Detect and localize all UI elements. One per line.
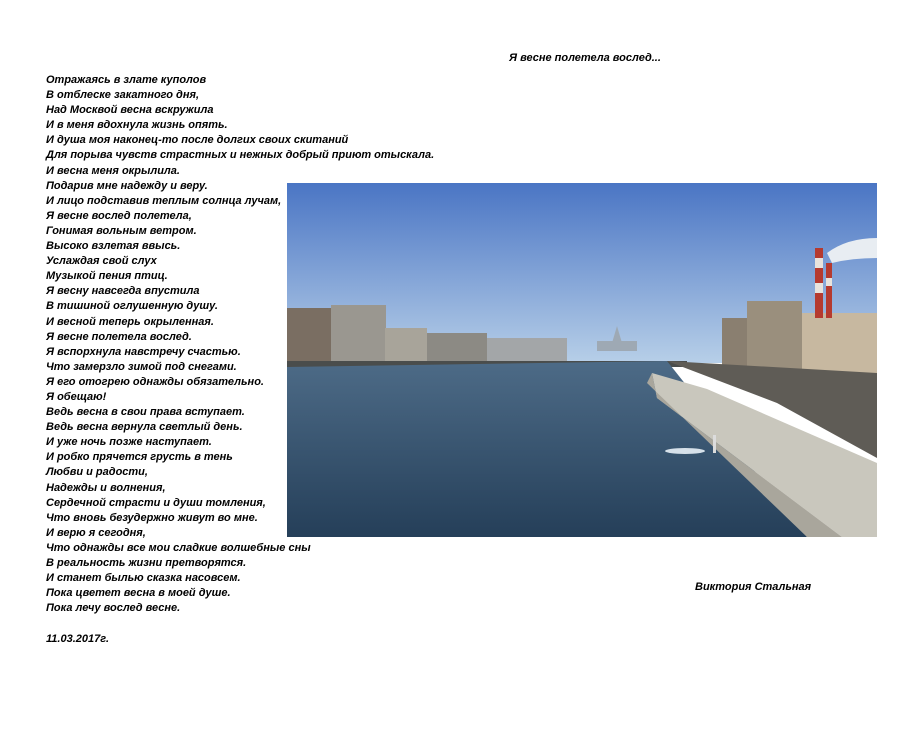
- poem-line: И робко прячется грусть в тень: [46, 451, 233, 464]
- poem-line: Музыкой пения птиц.: [46, 270, 168, 283]
- poem-date: 11.03.2017г.: [46, 633, 110, 645]
- poem-line: Что замерзло зимой под снегами.: [46, 360, 237, 373]
- poem-line: И в меня вдохнула жизнь опять.: [46, 119, 228, 132]
- poem-line: И верю я сегодня,: [46, 526, 146, 539]
- poem-line: Любви и радости,: [46, 466, 148, 479]
- river-city-photo-icon: [287, 183, 877, 537]
- poem-line: Что вновь безудержно живут во мне.: [46, 511, 258, 524]
- poem-title: Я весне полетела вослед...: [509, 52, 661, 64]
- poem-line: Ведь весна вернула светлый день.: [46, 421, 243, 434]
- poem-line: Гонимая вольным ветром.: [46, 224, 197, 237]
- poem-line: В отблеске закатного дня,: [46, 89, 200, 102]
- poem-line: Я весну навсегда впустила: [46, 285, 200, 298]
- poem-line: И душа моя наконец-то после долгих своих скитаний: [46, 134, 349, 147]
- poem-line: В реальность жизни претворятся.: [46, 557, 247, 569]
- poem-line: Подарив мне надежду и веру.: [46, 179, 208, 192]
- poem-line: Сердечной страсти и души томления,: [46, 496, 266, 509]
- poem-line: Я весне полетела вослед.: [46, 330, 192, 343]
- poem-line: Пока цветет весна в моей душе.: [46, 587, 231, 600]
- poem-line: Отражаясь в злате куполов: [46, 74, 207, 86]
- poem-line: Пока лечу вослед весне.: [46, 602, 181, 615]
- poem-line: Над Москвой весна вскружила: [46, 104, 214, 117]
- poem-line: Что однажды все мои сладкие волшебные сны: [46, 541, 311, 554]
- poem-line: Я обещаю!: [46, 390, 107, 403]
- poem-line: Высоко взлетая ввысь.: [46, 240, 181, 253]
- poem-author: Виктория Стальная: [695, 581, 812, 593]
- poem-line: Я его отогрею однажды обязательно.: [46, 375, 264, 388]
- river-city-photo: [287, 183, 877, 537]
- poem-line: Услаждая свой слух: [46, 255, 157, 268]
- poem-line: Я весне вослед полетела,: [46, 209, 192, 222]
- poem-line: И станет былью сказка насовсем.: [46, 572, 241, 585]
- poem-line: И весной теперь окрыленная.: [46, 315, 214, 328]
- poem-line: Я вспорхнула навстречу счастью.: [46, 345, 241, 358]
- poem-line: Надежды и волнения,: [46, 481, 166, 494]
- poem-line: И весна меня окрылила.: [46, 164, 180, 177]
- poem-line: Ведь весна в свои права вступает.: [46, 406, 245, 419]
- poem-line: Для порыва чувств страстных и нежных добрый приют отыскала.: [46, 149, 435, 162]
- poem-line: В тишиной оглушенную душу.: [46, 300, 218, 313]
- poem-line: И лицо подставив теплым солнца лучам,: [46, 194, 282, 207]
- poem-line: И уже ночь позже наступает.: [46, 436, 212, 449]
